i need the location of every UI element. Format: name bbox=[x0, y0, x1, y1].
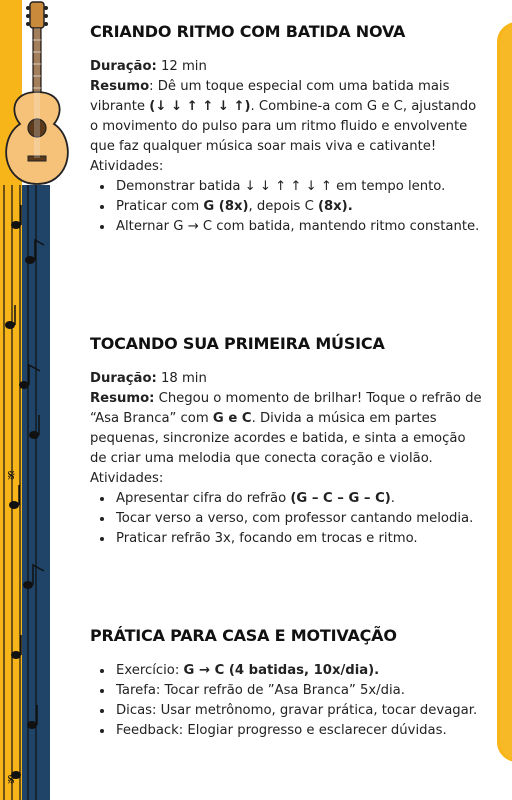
activities-label: Atividades: bbox=[90, 159, 164, 174]
right-accent-fill bbox=[500, 25, 512, 759]
list-item: • Tocar verso a verso, com professor cantando melodia. bbox=[114, 509, 482, 529]
list-item: • Praticar refrão 3x, focando em trocas e ritmo. bbox=[114, 529, 482, 549]
section-first-song bbox=[90, 334, 482, 549]
summary-paragraph: Resumo: Dê um toque especial com uma batida mais vibrante (↓ ↓ ↑ ↑ ↓ ↑). Combine-a com G e C, ajustando o movimento do pulso para um ritmo fluido e envolvente que faz qualquer música soar mais viva e cativante! bbox=[90, 79, 477, 154]
section-rhythm bbox=[90, 22, 482, 237]
activities-list bbox=[90, 489, 482, 549]
section-homework bbox=[90, 626, 482, 741]
music-staff-decoration bbox=[0, 185, 52, 800]
guitar-icon bbox=[0, 0, 86, 190]
homework-list bbox=[90, 661, 482, 741]
activities-label: Atividades: bbox=[90, 471, 164, 486]
svg-text:𝄋: 𝄋 bbox=[8, 466, 15, 485]
svg-text:𝄋: 𝄋 bbox=[8, 770, 15, 789]
section-title: TOCANDO SUA PRIMEIRA MÚSICA bbox=[90, 334, 385, 353]
duration-line: Duração: 12 min bbox=[90, 59, 207, 74]
list-item: • Exercício: G → C (4 batidas, 10x/dia). bbox=[114, 661, 482, 681]
duration-line: Duração: 18 min bbox=[90, 371, 207, 386]
list-item: • Praticar com G (8x), depois C (8x). bbox=[114, 197, 482, 217]
summary-paragraph: Resumo: Chegou o momento de brilhar! Toque o refrão de “Asa Branca” com G e C. Divida a música em partes pequenas, sincronize acordes e batida, e sinta a emoção de criar uma melodia que conecta coração e violão. bbox=[90, 391, 482, 466]
list-item: • Demonstrar batida ↓ ↓ ↑ ↑ ↓ ↑ em tempo lento. bbox=[114, 177, 482, 197]
section-title: CRIANDO RITMO COM BATIDA NOVA bbox=[90, 22, 406, 41]
list-item: • Alternar G → C com batida, mantendo ritmo constante. bbox=[114, 217, 482, 237]
list-item: • Feedback: Elogiar progresso e esclarecer dúvidas. bbox=[114, 721, 482, 741]
list-item: • Tarefa: Tocar refrão de ”Asa Branca” 5x/dia. bbox=[114, 681, 482, 701]
list-item: • Dicas: Usar metrônomo, gravar prática, tocar devagar. bbox=[114, 701, 482, 721]
activities-list bbox=[90, 177, 482, 237]
list-item: • Apresentar cifra do refrão (G – C – G – C). bbox=[114, 489, 482, 509]
section-title: PRÁTICA PARA CASA E MOTIVAÇÃO bbox=[90, 626, 397, 645]
